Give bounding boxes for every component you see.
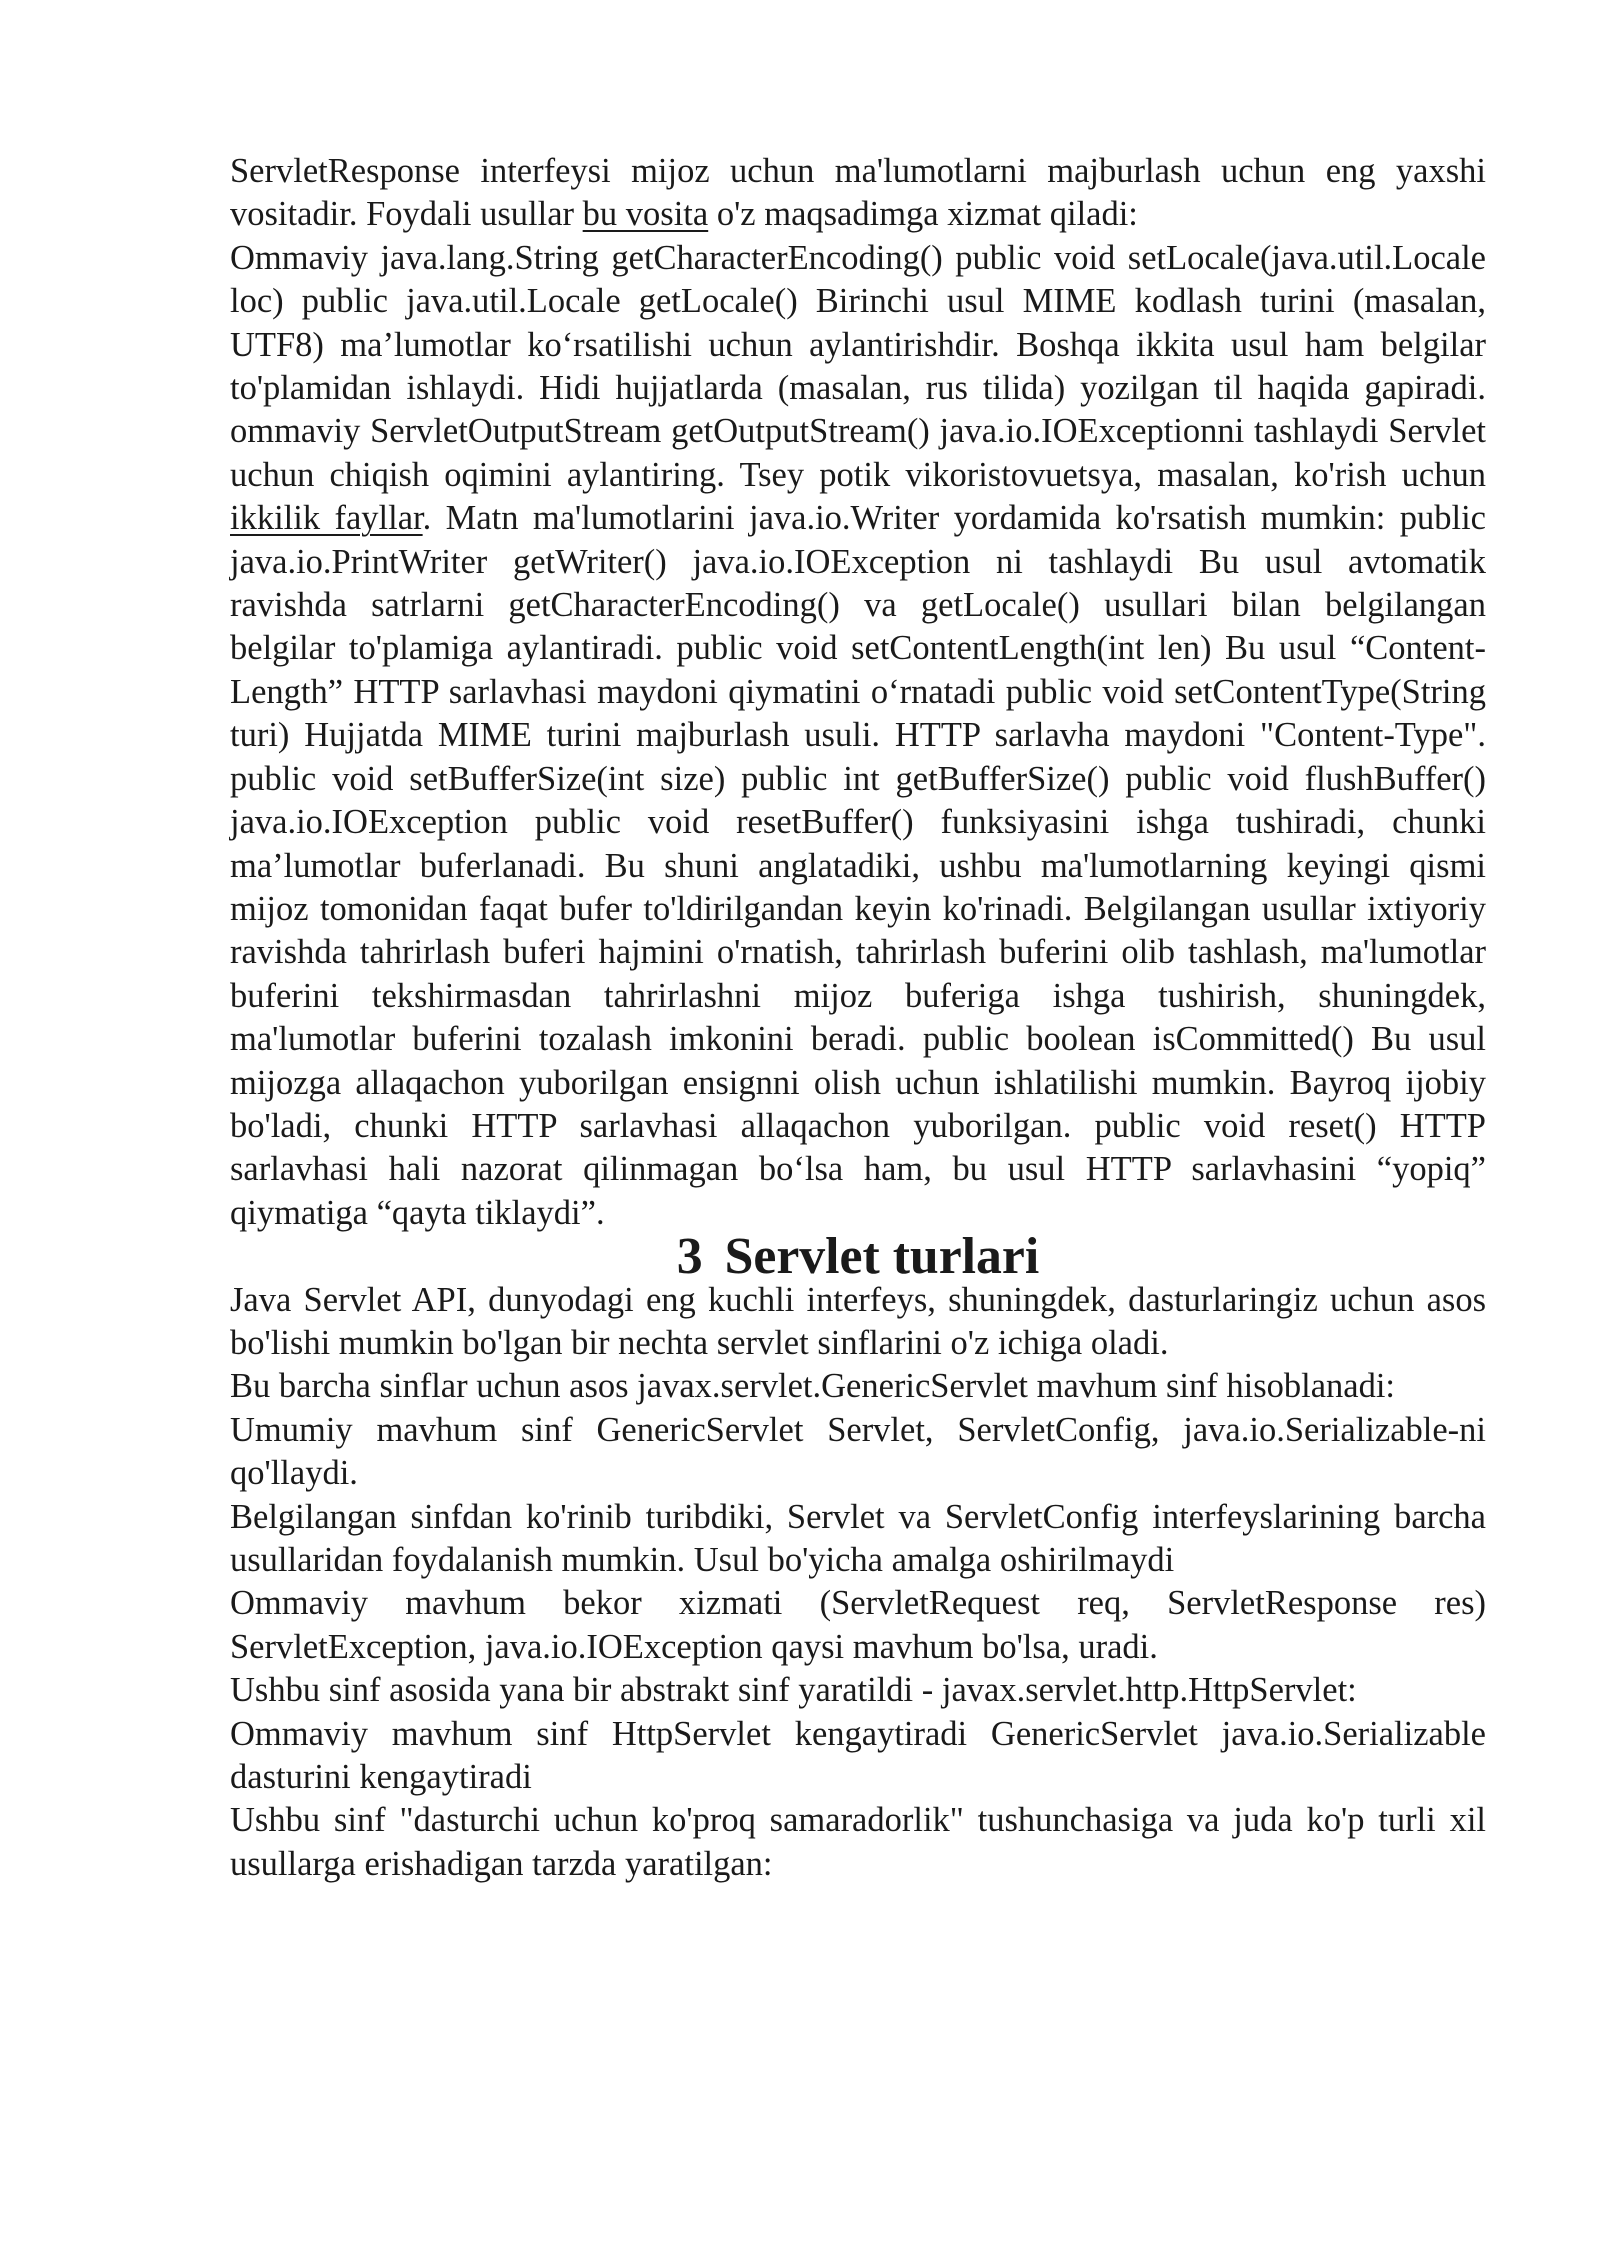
paragraph-httpservlet-purpose: Ushbu sinf "dasturchi uchun ko'proq samaradorlik" tushunchasiga va juda ko'p turli xil usullarga erishadigan tarzda yaratilgan: bbox=[230, 1801, 1486, 1883]
section-heading bbox=[230, 1228, 1486, 1286]
hyperlink-ikkilik-fayllar[interactable]: ikkilik fayllar bbox=[230, 499, 423, 538]
paragraph-text: o'z maqsadimga xizmat qiladi: bbox=[708, 195, 1138, 234]
hyperlink-bu-vosita[interactable]: bu vosita bbox=[582, 195, 709, 234]
paragraph-text: ServletResponse interfeysi mijoz uchun ma'lumotlarni majburlash uchun eng yaxshi vositadir. Foydali usullar bbox=[230, 152, 1486, 234]
document-page bbox=[230, 150, 1486, 1886]
paragraph-text: Ommaviy java.lang.String getCharacterEncoding() public void setLocale(java.util.Locale loc) public java.util.Locale getLocale() Birinchi usul MIME kodlash turini (masalan, UTF8) ma’lumotlar ko‘rsatilishi uchun aylantirishdir. Boshqa ikkita usul ham belgilar to'plamidan ishlaydi. Hidi hujjatlarda (masalan, rus tilida) yozilgan til haqida gapiradi. ommaviy ServletOutputStream getOutputStream() java.io.IOExceptionni tashlaydi Servlet uchun chiqish oqimini aylantiring. Tsey potik vikoristovuetsya, masalan, ko'rish uchun bbox=[230, 238, 1486, 494]
section-number: 3 bbox=[676, 1228, 703, 1286]
paragraph-servletresponse-methods bbox=[230, 237, 1486, 1235]
paragraph-genericservlet-declaration: Umumiy mavhum sinf GenericServlet Servlet, ServletConfig, java.io.Serializable-ni qo'llaydi. bbox=[230, 1410, 1486, 1493]
paragraph-httpservlet-declaration: Ommaviy mavhum sinf HttpServlet kengaytiradi GenericServlet java.io.Serializable dasturini kengaytiradi bbox=[230, 1714, 1486, 1797]
paragraph-text: . Matn ma'lumotlarini java.io.Writer yordamida ko'rsatish mumkin: public java.io.PrintWriter getWriter() java.io.IOException ni tashlaydi Bu usul avtomatik ravishda satrlarni getCharacterEncoding() va getLocale() usullari bilan belgilangan belgilar to'plamiga aylantiradi. public void setContentLength(int len) Bu usul “Content-Length” HTTP sarlavhasi maydoni qiymatini o‘rnatadi public void setContentType(String turi) Hujjatda MIME turini majburlash usuli. HTTP sarlavha maydoni "Content-Type". public void setBufferSize(int size) public int getBufferSize() public void flushBuffer() java.io.IOException public void resetBuffer() funksiyasini ishga tushiradi, chunki ma’lumotlar buferlanadi. Bu shuni anglatadiki, ushbu ma'lumotlarning keyingi qismi mijoz tomonidan faqat bufer to'ldirilgandan keyin ko'rinadi. Belgilangan usullar ixtiyoriy ravishda tahrirlash buferi hajmini o'rnatish, tahrirlash buferini olib tashlash, ma'lumotlar buferini tekshirmasdan tahrirlashni mijoz buferiga ishga tushirish, shuningdek, ma'lumotlar buferini tozalash imkonini beradi. public boolean isCommitted() Bu usul mijozga allaqachon yuborilgan ensignni olish uchun ishlatilishi mumkin. Bayroq ijobiy bo'ladi, chunki HTTP sarlavhasi allaqachon yuborilgan. public void reset() HTTP sarlavhasi hali nazorat qilinmagan bo‘lsa ham, bu usul HTTP sarlavhasini “yopiq” qiymatiga “qayta tiklaydi”. bbox=[230, 499, 1486, 1232]
paragraph-genericservlet-base: Bu barcha sinflar uchun asos javax.servlet.GenericServlet mavhum sinf hisoblanadi: bbox=[230, 1367, 1395, 1406]
paragraph-httpservlet-intro: Ushbu sinf asosida yana bir abstrakt sinf yaratildi - javax.servlet.http.HttpServlet: bbox=[230, 1671, 1357, 1710]
paragraph-interfaces-methods: Belgilangan sinfdan ko'rinib turibdiki, Servlet va ServletConfig interfeyslarining barcha usullaridan foydalanish mumkin. Usul bo'yicha amalga oshirilmaydi bbox=[230, 1497, 1486, 1579]
section-title: Servlet turlari bbox=[724, 1228, 1040, 1286]
paragraph-servlet-api: Java Servlet API, dunyodagi eng kuchli interfeys, shuningdek, dasturlaringiz uchun asos bo'lishi mumkin bo'lgan bir nechta servlet sinflarini o'z ichiga oladi. bbox=[230, 1280, 1486, 1362]
paragraph-servletresponse-intro bbox=[230, 150, 1486, 237]
paragraph-service-method: Ommaviy mavhum bekor xizmati (ServletRequest req, ServletResponse res) ServletException, java.io.IOException qaysi mavhum bo'lsa, uradi. bbox=[230, 1584, 1486, 1666]
